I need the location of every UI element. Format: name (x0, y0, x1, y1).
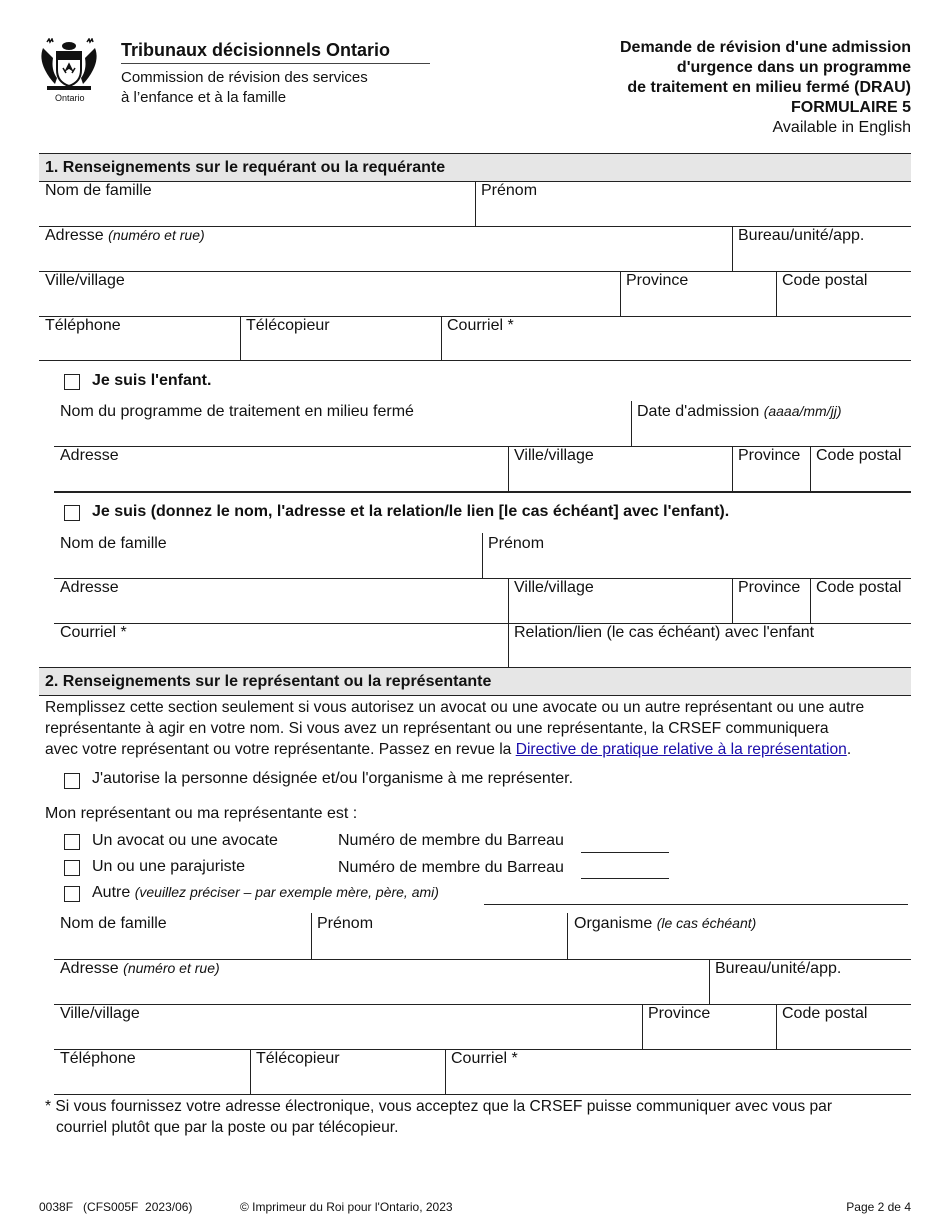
applicant-phone-label: Téléphone (45, 317, 121, 334)
admission-date-field[interactable] (632, 401, 911, 446)
other-first-name-field[interactable] (483, 533, 911, 578)
section2-heading: 2. Renseignements sur le représentant ou la représentante (39, 667, 911, 696)
rep-email-label: Courriel * (451, 1050, 518, 1067)
rep-province-label: Province (648, 1005, 711, 1022)
lawyer-checkbox[interactable] (64, 834, 80, 850)
logo-wordmark: Ontario (55, 93, 85, 103)
applicant-city-field[interactable] (39, 272, 620, 316)
applicant-first-name-field[interactable] (476, 182, 911, 226)
program-name-label: Nom du programme de traitement en milieu fermé (60, 403, 414, 420)
applicant-province-field[interactable] (621, 272, 776, 316)
ontario-logo (37, 38, 101, 104)
rep-address-label: Adresse (numéro et rue) (60, 960, 220, 977)
available-in-english: Available in English (772, 119, 911, 136)
other-person-checkbox[interactable] (64, 505, 80, 521)
program-province-label: Province (738, 447, 801, 464)
rep-fax-label: Télécopieur (256, 1050, 340, 1067)
applicant-first-name-label: Prénom (481, 182, 538, 199)
rep-province-field[interactable] (643, 1005, 776, 1049)
form-code: 0038F (CFS005F 2023/06) (39, 1200, 193, 1214)
program-address-field[interactable] (54, 447, 508, 491)
section2-intro-line2: représentante à agir en votre nom. Si vous avez un représentant ou une représentante, la CRSEF communiquera (45, 720, 829, 737)
page-number: Page 2 de 4 (846, 1200, 911, 1214)
authorize-checkbox-label: J'autorise la personne désignée et/ou l'organisme à me représenter. (92, 770, 574, 787)
other-rep-checkbox-label: Autre (veuillez préciser – par exemple mère, père, ami) (92, 884, 439, 901)
program-postal-label: Code postal (816, 447, 902, 464)
rep-organization-label: Organisme (le cas échéant) (574, 915, 757, 932)
email-consent-note-line2: courriel plutôt que par la poste ou par télécopieur. (56, 1119, 399, 1136)
other-province-field[interactable] (733, 579, 810, 623)
rep-last-name-field[interactable] (54, 913, 311, 959)
rep-first-name-label: Prénom (317, 915, 374, 932)
lawyer-bar-number-label: Numéro de membre du Barreau (338, 832, 564, 849)
form-title-line1: Demande de révision d'une admission (620, 39, 911, 56)
section2-intro-line3: avec votre représentant ou votre représentante. Passez en revue la Directive de pratique relative à la représentation. (45, 741, 852, 758)
applicant-last-name-field[interactable] (39, 182, 475, 226)
applicant-province-label: Province (626, 272, 689, 289)
program-province-field[interactable] (733, 447, 810, 491)
other-postal-field[interactable] (811, 579, 911, 623)
other-last-name-label: Nom de famille (60, 535, 167, 552)
other-address-field[interactable] (54, 579, 508, 623)
relation-label: Relation/lien (le cas échéant) avec l'enfant (514, 624, 815, 641)
applicant-suite-label: Bureau/unité/app. (738, 227, 865, 244)
rep-phone-field[interactable] (54, 1050, 250, 1094)
section1-heading: 1. Renseignements sur le requérant ou la requérante (39, 153, 911, 182)
rep-postal-field[interactable] (777, 1005, 911, 1049)
lawyer-bar-number-field[interactable] (581, 852, 669, 853)
org-name: Tribunaux décisionnels Ontario (121, 40, 391, 60)
rep-address-field[interactable] (54, 960, 709, 1004)
form-number: FORMULAIRE 5 (791, 99, 911, 116)
applicant-postal-field[interactable] (777, 272, 911, 316)
rep-first-name-field[interactable] (312, 913, 567, 959)
rep-fax-field[interactable] (251, 1050, 445, 1094)
applicant-address-field[interactable] (39, 227, 732, 271)
other-person-checkbox-label: Je suis (donnez le nom, l'adresse et la relation/le lien [le cas échéant] avec l'enfant). (92, 503, 730, 520)
applicant-email-label: Courriel * (447, 317, 514, 334)
paralegal-checkbox-label: Un ou une parajuriste (92, 858, 245, 875)
applicant-fax-field[interactable] (241, 317, 441, 360)
header-divider (121, 63, 430, 64)
relation-field[interactable] (509, 624, 911, 667)
other-province-label: Province (738, 579, 801, 596)
representative-is-label: Mon représentant ou ma représentante est : (45, 805, 358, 822)
program-city-field[interactable] (509, 447, 732, 491)
program-city-label: Ville/village (514, 447, 594, 464)
rep-suite-label: Bureau/unité/app. (715, 960, 842, 977)
authorize-checkbox[interactable] (64, 773, 80, 789)
other-email-field[interactable] (54, 624, 508, 667)
rep-suite-field[interactable] (710, 960, 911, 1004)
applicant-suite-field[interactable] (733, 227, 911, 271)
other-city-field[interactable] (509, 579, 732, 623)
section2-intro-line1: Remplissez cette section seulement si vous autorisez un avocat ou une avocate ou un autre représentant ou une autre (45, 699, 865, 716)
applicant-fax-label: Télécopieur (246, 317, 330, 334)
applicant-city-label: Ville/village (45, 272, 125, 289)
lawyer-checkbox-label: Un avocat ou une avocate (92, 832, 278, 849)
form-title-line3: de traitement en milieu fermé (DRAU) (627, 79, 911, 96)
practice-direction-link[interactable]: Directive de pratique relative à la représentation (515, 741, 847, 758)
program-name-field[interactable] (54, 401, 631, 446)
copyright: © Imprimeur du Roi pour l'Ontario, 2023 (240, 1200, 453, 1214)
other-postal-label: Code postal (816, 579, 902, 596)
applicant-last-name-label: Nom de famille (45, 182, 152, 199)
rep-last-name-label: Nom de famille (60, 915, 167, 932)
rep-postal-label: Code postal (782, 1005, 868, 1022)
paralegal-bar-number-label: Numéro de membre du Barreau (338, 859, 564, 876)
other-rep-checkbox[interactable] (64, 886, 80, 902)
rep-organization-field[interactable] (568, 913, 911, 959)
rep-city-field[interactable] (54, 1005, 642, 1049)
other-address-label: Adresse (60, 579, 119, 596)
child-checkbox-label: Je suis l'enfant. (92, 372, 212, 389)
rep-city-label: Ville/village (60, 1005, 140, 1022)
coat-of-arms-icon (37, 38, 101, 94)
rep-email-field[interactable] (446, 1050, 911, 1094)
other-rep-specify-field[interactable] (484, 904, 908, 905)
child-checkbox[interactable] (64, 374, 80, 390)
paralegal-checkbox[interactable] (64, 860, 80, 876)
rep-phone-label: Téléphone (60, 1050, 136, 1067)
applicant-postal-label: Code postal (782, 272, 868, 289)
other-city-label: Ville/village (514, 579, 594, 596)
applicant-email-field[interactable] (442, 317, 911, 360)
applicant-address-label: Adresse (numéro et rue) (45, 227, 205, 244)
paralegal-bar-number-field[interactable] (581, 878, 669, 879)
other-first-name-label: Prénom (488, 535, 545, 552)
other-email-label: Courriel * (60, 624, 127, 641)
program-address-label: Adresse (60, 447, 119, 464)
form-title-line2: d'urgence dans un programme (676, 59, 911, 76)
commission-line1: Commission de révision des services (121, 69, 368, 86)
admission-date-label: Date d'admission (aaaa/mm/jj) (637, 403, 842, 420)
commission-line2: à l’enfance et à la famille (121, 89, 287, 106)
email-consent-note-line1: * Si vous fournissez votre adresse électronique, vous acceptez que la CRSEF puisse communiquer avec vous par (45, 1098, 833, 1115)
applicant-phone-field[interactable] (39, 317, 240, 360)
program-postal-field[interactable] (811, 447, 911, 491)
other-last-name-field[interactable] (54, 533, 482, 578)
